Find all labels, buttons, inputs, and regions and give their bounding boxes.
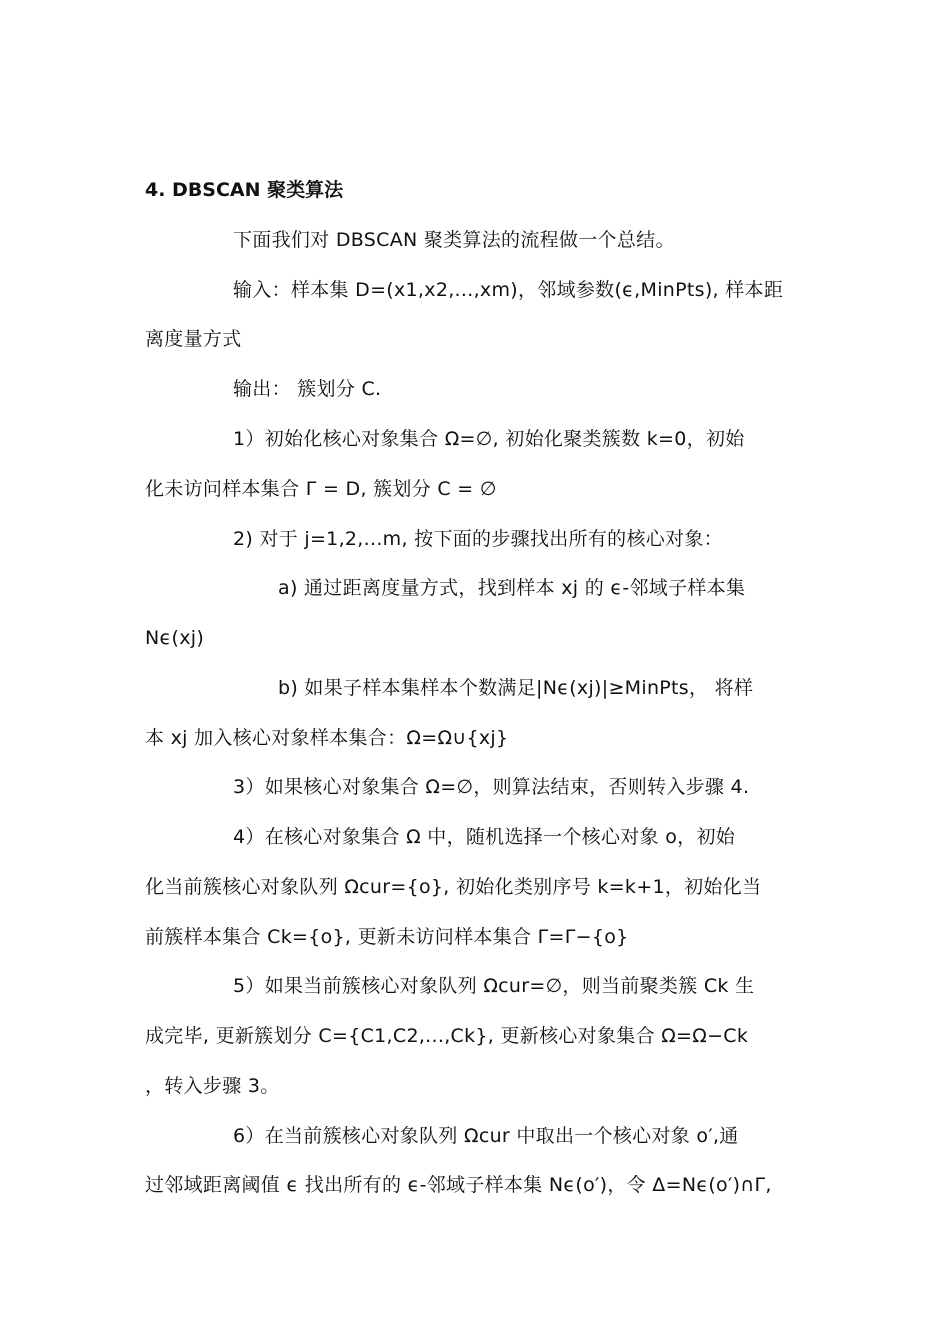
step5-line-2: 成完毕, 更新簇划分 C={C1,C2,...,Ck}, 更新核心对象集合 Ω=Ω−Ck xyxy=(145,1025,749,1047)
input-line-1: 输入：样本集 D=(x1,x2,...,xm)，邻域参数(ϵ,MinPts), 样本距 xyxy=(233,279,784,301)
step4-line-2: 化当前簇核心对象队列 Ωcur={o}, 初始化类别序号 k=k+1，初始化当 xyxy=(145,876,762,898)
step2a-line-2: Nϵ(xj) xyxy=(145,627,205,649)
step4-line-1: 4）在核心对象集合 Ω 中，随机选择一个核心对象 o，初始 xyxy=(233,826,736,848)
intro-line: 下面我们对 DBSCAN 聚类算法的流程做一个总结。 xyxy=(233,229,675,251)
step4-line-3: 前簇样本集合 Ck={o}, 更新未访问样本集合 Γ=Γ−{o} xyxy=(145,926,629,948)
step1-line-2: 化未访问样本集合 Γ = D, 簇划分 C = ∅ xyxy=(145,478,497,500)
input-line-2: 离度量方式 xyxy=(145,328,242,350)
section-heading: 4. DBSCAN 聚类算法 xyxy=(145,179,344,201)
step6-line-1: 6）在当前簇核心对象队列 Ωcur 中取出一个核心对象 o′,通 xyxy=(233,1125,739,1147)
step2-line: 2) 对于 j=1,2,...m, 按下面的步骤找出所有的核心对象： xyxy=(233,528,723,550)
step2b-line-2: 本 xj 加入核心对象样本集合：Ω=Ω∪{xj} xyxy=(145,727,509,749)
step6-line-2: 过邻域距离阈值 ϵ 找出所有的 ϵ-邻域子样本集 Nϵ(o′)，令 Δ=Nϵ(o′)∩Γ, xyxy=(145,1174,772,1196)
step5-line-3: ，转入步骤 3。 xyxy=(145,1075,280,1097)
step2b-line-1: b) 如果子样本集样本个数满足|Nϵ(xj)|≥MinPts， 将样 xyxy=(278,677,754,699)
step1-line-1: 1）初始化核心对象集合 Ω=∅, 初始化聚类簇数 k=0，初始 xyxy=(233,428,745,450)
output-line: 输出： 簇划分 C. xyxy=(233,378,382,400)
step2a-line-1: a) 通过距离度量方式，找到样本 xj 的 ϵ-邻域子样本集 xyxy=(278,577,746,599)
step3-line: 3）如果核心对象集合 Ω=∅，则算法结束，否则转入步骤 4. xyxy=(233,776,750,798)
step5-line-1: 5）如果当前簇核心对象队列 Ωcur=∅，则当前聚类簇 Ck 生 xyxy=(233,975,755,997)
